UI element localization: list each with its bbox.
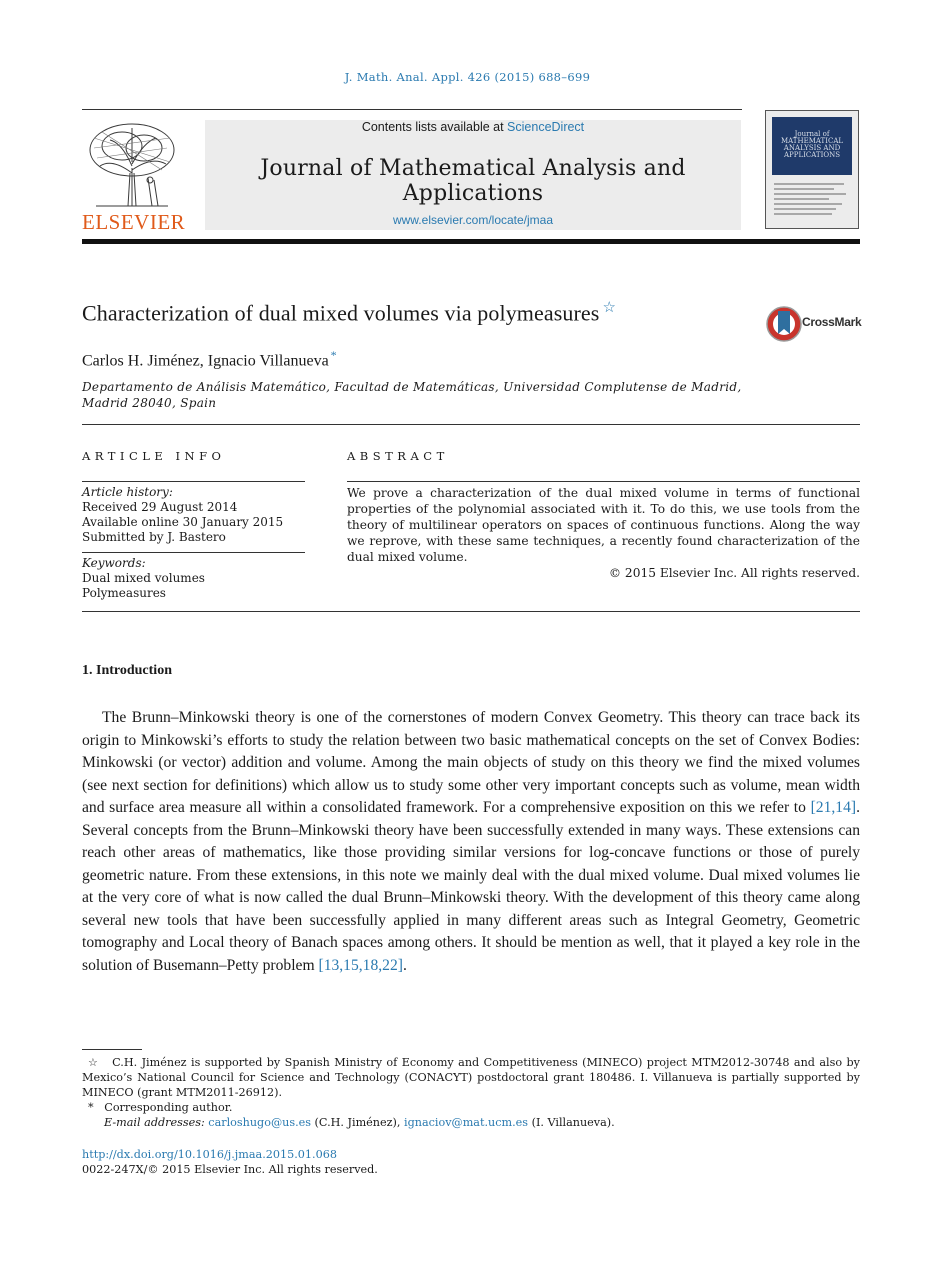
journal-title: Journal of Mathematical Analysis and Applications: [260, 156, 686, 206]
intro-text-1: The Brunn–Minkowski theory is one of the cornerstones of modern Convex Geometry. This theory can trace back its origin to Minkowski’s efforts to study the relation between two basic mathematical concepts on the set of Convex Bodies: Minkowski (or vector) addition and volume. Among the main objects of study on this theory we find the mixed volumes (see next section for definitions) which allow us to study some other very important concepts such as volume, mean width and surface area measure all within a consolidated framework. For a comprehensive exposition on this we refer to: [82, 709, 860, 816]
crossmark-icon: [764, 304, 804, 344]
journal-cover-thumbnail[interactable]: [765, 110, 859, 229]
masthead-top-rule: [82, 109, 742, 110]
funding-footnote: [82, 1055, 860, 1100]
running-head[interactable]: J. Math. Anal. Appl. 426 (2015) 688–699: [344, 70, 591, 84]
section-heading-introduction: 1. Introduction: [82, 663, 172, 678]
title-footnote-star[interactable]: ☆: [602, 300, 617, 316]
corresponding-footnote: [82, 1100, 860, 1115]
intro-text-2: . Several concepts from the Brunn–Minkowski theory have been successfully extended in many ways. These extensions can reach other areas of mathematics, like those providing similar versions for log-concave functions or those of purely geometric nature. From these extensions, in this note we mainly deal with the dual mixed volume. Dual mixed volumes lie at the very core of what is now called the dual Brunn–Minkowski theory. With the development of this theory came along several new tools that have been successfully applied in many different areas such as Integral Geometry, Geometric tomography and Local theory of Banach spaces among others. It should be mention as well, that it played a key role in the solution of Busemann–Petty problem: [82, 799, 860, 974]
keywords-rule: [82, 552, 305, 553]
issn-copyright: 0022-247X/© 2015 Elsevier Inc. All rights reserved.: [82, 1163, 378, 1176]
email-owner-villanueva: (I. Villanueva).: [528, 1116, 615, 1129]
history-received: Received 29 August 2014: [82, 500, 238, 514]
abstract-rule: [347, 481, 860, 482]
masthead-bottom-rule: [82, 239, 860, 244]
article-history: [82, 485, 305, 545]
history-heading: Article history:: [82, 485, 173, 499]
article-title: [82, 298, 616, 326]
keyword-item: Polymeasures: [82, 586, 166, 600]
abstract-text: We prove a characterization of the dual mixed volume in terms of functional properties of the polynomial associated with it. To do this, we use tools from the theory of multilinear operators on spaces of continuous functions. Along the way we reprove, with these same techniques, a recently found characterization of the dual mixed volume.: [347, 486, 860, 564]
footnote-rule: [82, 1049, 142, 1050]
footnotes: [82, 1055, 860, 1130]
abstract-copyright: © 2015 Elsevier Inc. All rights reserved.: [608, 566, 860, 580]
introduction-paragraph: [82, 707, 860, 977]
doi-link[interactable]: http://dx.doi.org/10.1016/j.jmaa.2015.01.068: [82, 1148, 337, 1161]
author-list: [82, 348, 337, 370]
corresponding-author-mark[interactable]: *: [330, 348, 337, 362]
citation-link[interactable]: [13,15,18,22]: [318, 956, 403, 974]
elsevier-wordmark: ELSEVIER: [82, 210, 186, 234]
email-link-jimenez[interactable]: carloshugo@us.es: [208, 1116, 311, 1129]
title-block-rule: [82, 424, 860, 425]
keywords: [82, 556, 305, 601]
history-online: Available online 30 January 2015: [82, 515, 284, 529]
article-info-rule: [82, 481, 305, 482]
cover-banner: [772, 117, 852, 175]
abstract-bottom-rule: [82, 611, 860, 612]
email-link-villanueva[interactable]: ignaciov@mat.ucm.es: [404, 1116, 529, 1129]
email-label: E-mail addresses:: [104, 1116, 205, 1129]
email-owner-jimenez: (C.H. Jiménez),: [311, 1116, 404, 1129]
crossmark-label[interactable]: CrossMark: [802, 315, 862, 329]
history-submitted: Submitted by J. Bastero: [82, 530, 226, 544]
cover-title: Journal of MATHEMATICAL ANALYSIS AND APPLICATIONS: [780, 130, 844, 159]
funding-footnote-star: ☆: [88, 1056, 99, 1069]
funding-text: C.H. Jiménez is supported by Spanish Ministry of Economy and Competitiveness (MINECO) project MTM2012-30748 and also by Mexico’s National Council for Science and Technology (CONACYT) postdoctoral grant 180486. I. Villanueva is partially supported by MINECO (grant MTM2011-26912).: [82, 1056, 860, 1099]
keyword-item: Dual mixed volumes: [82, 571, 205, 585]
article-title-text: Characterization of dual mixed volumes via polymeasures: [82, 300, 600, 326]
contents-line: [205, 120, 741, 134]
sciencedirect-link[interactable]: ScienceDirect: [507, 120, 585, 134]
citation-link[interactable]: [21,14]: [810, 799, 857, 816]
affiliation: Departamento de Análisis Matemático, Facultad de Matemáticas, Universidad Complutense de Madrid, Madrid 28040, Spain: [82, 380, 742, 410]
email-footnote: [82, 1115, 860, 1130]
intro-text-3: .: [402, 956, 407, 974]
keywords-heading: Keywords:: [82, 556, 146, 570]
journal-url-link[interactable]: www.elsevier.com/locate/jmaa: [392, 213, 554, 227]
cover-contents-lines: [774, 183, 852, 218]
corresponding-mark: *: [88, 1101, 94, 1114]
corresponding-text: Corresponding author.: [104, 1101, 233, 1114]
abstract-label: ABSTRACT: [347, 449, 449, 463]
doi-block: [82, 1147, 378, 1177]
contents-prefix: Contents lists available at: [361, 120, 508, 134]
article-info-label: ARTICLE INFO: [82, 449, 226, 463]
author-names: Carlos H. Jiménez, Ignacio Villanueva: [82, 352, 329, 370]
